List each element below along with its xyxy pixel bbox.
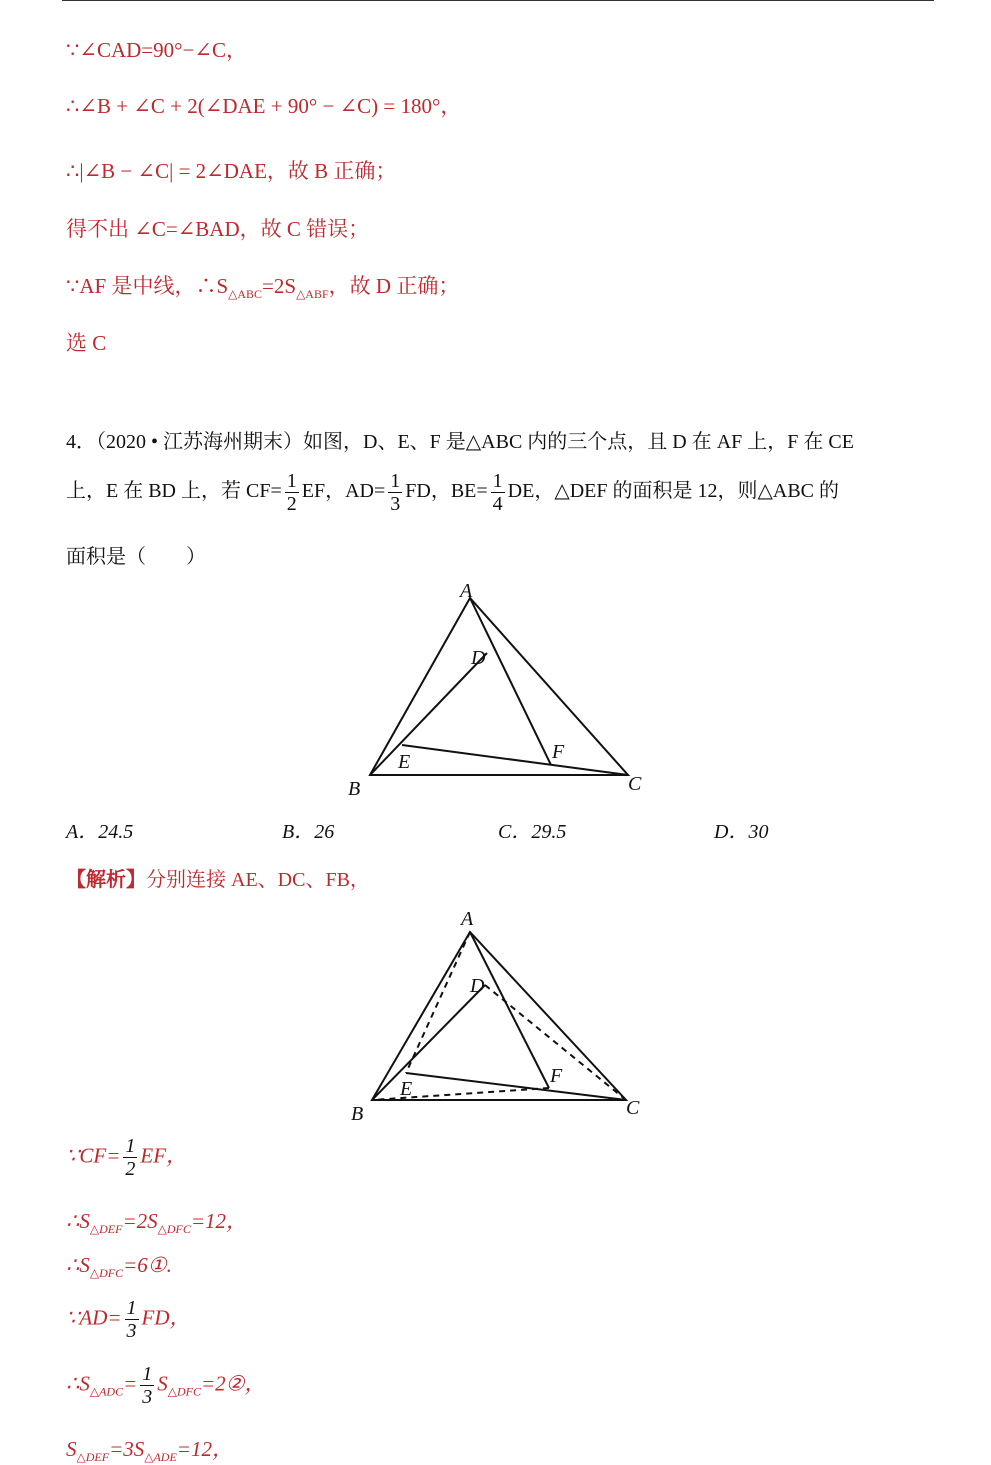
prev-line-5: [66, 270, 459, 302]
question-line-3: 面积是（ ）: [66, 546, 206, 568]
prev-line-1: ∵∠CAD=90°−∠C，: [66, 38, 247, 62]
t: =12，: [176, 1437, 233, 1461]
num: 1: [126, 1297, 137, 1319]
figure-2: [372, 932, 626, 1100]
t: EF，: [140, 1143, 188, 1168]
prev-line-3: [66, 155, 396, 185]
solution-line-1: [66, 1135, 187, 1180]
fraction: [125, 1297, 139, 1342]
t: △DFC: [167, 1384, 202, 1399]
t: △ABF: [296, 287, 329, 302]
conclusion: 故 C 错误；: [260, 217, 370, 241]
t: =3S: [109, 1437, 145, 1461]
t: =6①.: [123, 1253, 172, 1277]
fraction: [388, 470, 402, 515]
label-F: F: [550, 1065, 563, 1087]
label-A: A: [461, 908, 474, 930]
den: 2: [286, 493, 297, 515]
t: EF，AD=: [301, 480, 386, 503]
den: 4: [492, 493, 503, 515]
den: 3: [390, 493, 401, 515]
conclusion: 故 B 正确；: [287, 159, 397, 183]
t: S: [157, 1371, 168, 1396]
t: ∵CF=: [66, 1143, 121, 1168]
t: 分别连接 AE、DC、FB，: [146, 869, 370, 891]
option-d: D．30: [714, 821, 769, 843]
label-F: F: [552, 741, 565, 763]
fraction: [140, 1363, 154, 1408]
t: △DFC: [157, 1222, 191, 1237]
den: 3: [142, 1386, 153, 1408]
t: △DFC: [89, 1266, 124, 1281]
t: △ADE: [144, 1450, 177, 1465]
fraction: [285, 470, 299, 515]
analysis-tag: 【解析】: [66, 869, 146, 891]
solution-line-5: [66, 1363, 266, 1408]
t: FD，: [141, 1305, 191, 1330]
num: 1: [125, 1135, 136, 1157]
divider: [62, 0, 934, 1]
num: 1: [286, 470, 297, 492]
figure-1: [370, 598, 628, 775]
t: ∴S: [66, 1371, 90, 1396]
t: DE，△DEF 的面积是 12，则△ABC 的: [507, 480, 839, 503]
num: 1: [390, 470, 401, 492]
prev-line-2: ∴∠B + ∠C + 2(∠DAE + 90° − ∠C) = 180°，: [66, 94, 462, 118]
label-E: E: [398, 751, 411, 773]
num: 1: [142, 1363, 153, 1385]
t: S: [66, 1437, 77, 1461]
label-D: D: [470, 975, 485, 997]
solution-line-2: [66, 1205, 247, 1237]
t: ∵AF 是中线，∴S: [66, 274, 229, 298]
label-B: B: [348, 778, 361, 800]
t: ∴S: [66, 1253, 90, 1277]
fraction: [491, 470, 505, 515]
option-c: C．29.5: [498, 821, 567, 843]
t: △DEF: [76, 1450, 110, 1465]
option-a: A．24.5: [66, 821, 134, 843]
solution-line-6: [66, 1433, 233, 1465]
t: ，故 D 正确；: [328, 274, 460, 298]
prev-line-6: 选 C: [66, 331, 107, 355]
t: △ABC: [228, 287, 263, 302]
fraction: [123, 1135, 137, 1180]
den: 2: [125, 1158, 136, 1180]
label-A: A: [460, 580, 473, 602]
math: 得不出 ∠C=∠BAD，: [66, 217, 261, 241]
t: =12，: [190, 1209, 248, 1233]
t: =2②，: [201, 1371, 266, 1396]
num: 1: [492, 470, 503, 492]
option-b: B．26: [282, 821, 335, 843]
t: FD，BE=: [405, 480, 488, 503]
prev-line-4: [66, 213, 369, 243]
t: △ADC: [89, 1384, 124, 1399]
t: =2S: [262, 274, 297, 298]
math: ∴|∠B − ∠C| = 2∠DAE，: [66, 159, 288, 183]
t: ∵AD=: [66, 1305, 122, 1330]
t: =: [123, 1371, 138, 1396]
solution-line-4: [66, 1297, 191, 1342]
solution-intro: [66, 863, 370, 892]
question-line-1: 4．（2020 • 江苏海州期末）如图，D、E、F 是△ABC 内的三个点，且 D 在 AF 上，F 在 CE: [66, 431, 854, 453]
label-D: D: [471, 647, 486, 669]
solution-line-3: [66, 1253, 172, 1281]
den: 3: [126, 1320, 137, 1342]
label-C: C: [626, 1097, 640, 1119]
t: △DEF: [89, 1222, 123, 1237]
question-line-2: [66, 470, 839, 515]
label-B: B: [351, 1103, 364, 1125]
t: 上，E 在 BD 上，若 CF=: [66, 480, 282, 503]
t: =2S: [122, 1209, 158, 1233]
label-C: C: [628, 773, 642, 795]
label-E: E: [400, 1078, 413, 1100]
t: ∴S: [66, 1209, 90, 1233]
